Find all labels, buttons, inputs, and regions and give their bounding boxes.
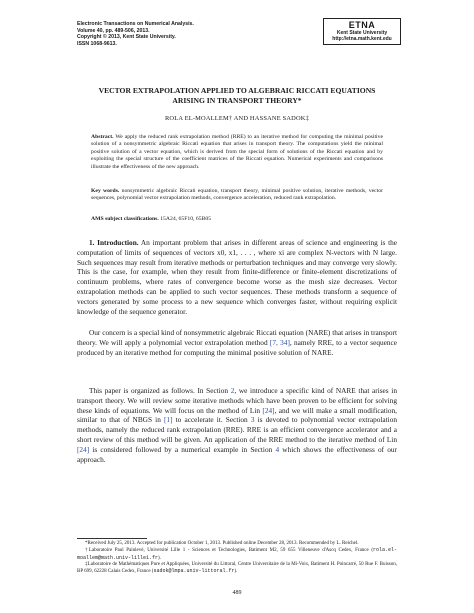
intro-p3-text: , and we will make a small modification, similar to that of NBGS in <box>77 405 397 425</box>
footnote-text: ‡Laboratoire de Mathématiques Pure et Appliquées, Université du Littoral, Centre Universitaire de la Mi-Voix, Batiment H. Poincarré, 50 Rue F. Buisson, BP 699, 62228 Calais Cedex, France ( <box>77 561 397 575</box>
page-number: 489 <box>232 590 242 596</box>
intro-p3-text: is considered followed by a numerical example in Section <box>89 444 276 454</box>
footnote-text: †Laboratoire Paul Painlevé, Université Lille 1 - Sciences et Technologies, Batiment M2, 59 655 Villeneuve d'Ascq Cedex, France ( <box>85 548 373 554</box>
intro-p3-text: This paper is organized as follows. In Section <box>89 386 231 395</box>
paper-title-line-2: ARISING IN TRANSPORT THEORY* <box>172 96 302 105</box>
journal-line: Volume 40, pp. 489-506, 2013. <box>77 27 150 34</box>
abstract-text: We apply the reduced rank extrapolation method (RRE) to an iterative method for computing the minimal positive solution of a nonsymmetric algebraic Riccati equation that arises in transport theory. The computations yield the minimal positive solution of a vector equation, which is derived from the special form of solutions of the Riccati equation and by exploiting the special structure of the coefficient matrices of the Riccati equation. Numerical experiments and comparisons illustrate the effectiveness of the new approach. <box>91 134 383 170</box>
footnote-received: *Received July 25, 2013. Accepted for publication October 1, 2013. Published online December 28, 2013. Recommended by L. Reichel. <box>85 541 359 546</box>
footnotes <box>77 541 397 575</box>
ams-classifications <box>91 216 383 223</box>
ams-label: AMS subject classifications. <box>91 216 159 222</box>
keywords-text: nonsymmetric algebraic Riccati equation, transport theory, minimal positive solution, iterative methods, vector sequences, polynomial vector extrapolation methods, convergence acceleration, reduced rank extrapolation. <box>91 188 383 202</box>
section-heading-introduction: 1. Introduction. <box>89 238 139 247</box>
journal-line: ISSN 1068-9613. <box>77 40 117 47</box>
abstract-label: Abstract. <box>91 134 114 140</box>
keywords-label: Key words. <box>91 188 120 194</box>
intro-paragraph-2 <box>77 328 397 357</box>
paper-authors: ROLA EL-MOALLEM† AND HASSANE SADOK‡ <box>164 115 310 122</box>
etna-logo-box <box>323 18 401 45</box>
abstract <box>91 134 383 171</box>
intro-p3-text: which shows the effectiveness of our approach. <box>77 444 397 464</box>
section-link-3[interactable]: 3 <box>250 415 255 425</box>
keywords <box>91 188 383 203</box>
citation-link[interactable]: [24] <box>77 444 90 454</box>
footnote-text: ). <box>158 555 161 561</box>
citation-link[interactable]: [1] <box>163 415 173 425</box>
section-link-4[interactable]: 4 <box>275 444 280 454</box>
intro-p3-text: , we introduce a specific kind of NARE that arises in transport theory. We will review some iterative methods which have been proven to be efficient for solving these kinds of equations. We will focus on the method of Lin <box>77 386 397 415</box>
citation-link[interactable]: [24] <box>262 405 275 415</box>
intro-p3-text: is devoted to polynomial vector extrapolation methods, namely the reduced rank extrapolation (RRE). RRE is an efficient convergence accelerator and a short review of this method will be given. An application of the RRE method to the iterative method of Lin <box>77 415 397 444</box>
author-email[interactable]: rola.el-moallem@math.univ-lille1.fr <box>77 547 397 561</box>
journal-line: Copyright © 2013, Kent State University. <box>77 34 176 41</box>
etna-url[interactable]: http://etna.math.kent.edu <box>332 36 392 42</box>
intro-p2-text-a: Our concern is a special kind of nonsymmetric algebraic Riccati equation (NARE) that arises in transport theory. We will apply a polynomial vector extrapolation method <box>77 328 397 347</box>
journal-line: Electronic Transactions on Numerical Analysis. <box>77 21 194 27</box>
journal-info <box>77 21 194 47</box>
footnote-author-2 <box>77 562 397 576</box>
intro-paragraph-3 <box>77 386 397 464</box>
intro-p3-text: to accelerate it. Section <box>172 415 251 425</box>
author-email[interactable]: sadok@lmpa.univ-littoral.fr <box>153 568 235 575</box>
section-link-2[interactable]: 2 <box>230 386 235 395</box>
intro-p1-text: An important problem that arises in different areas of science and engineering is the computation of limits of sequences of vectors x0, x1, . . . , where xi are complex N-vectors with N large. Such sequences may result from iterative methods or perturbation techniques and may converge very slowly. This is the case, for example, when they result from finite-difference or finite-element discretizations of continuum problems, where rates of convergence become worse as the mesh size decreases. Vector extrapolation methods can be applied to such vector sequences. These methods transform a sequence of vectors generated by some process to a new sequence which converges faster, without requiring explicit knowledge of the sequence generator. <box>77 238 397 316</box>
intro-paragraph-1 <box>77 238 397 316</box>
footnote-text: ). <box>234 569 238 575</box>
ams-text: 15A24, 65F10, 65B05 <box>160 216 212 222</box>
etna-title: ETNA <box>348 20 376 30</box>
etna-university: Kent State University <box>336 30 388 36</box>
paper-title-line-1: VECTOR EXTRAPOLATION APPLIED TO ALGEBRAIC RICCATI EQUATIONS <box>98 86 376 95</box>
intro-p2-text-b: , namely RRE, to a vector sequence produced by an iterative method for computing the minimal positive solution of NARE. <box>77 337 397 357</box>
footnote-divider <box>77 538 147 539</box>
footnote-author-1 <box>77 547 397 562</box>
citation-link[interactable]: [7, 34] <box>269 337 290 347</box>
